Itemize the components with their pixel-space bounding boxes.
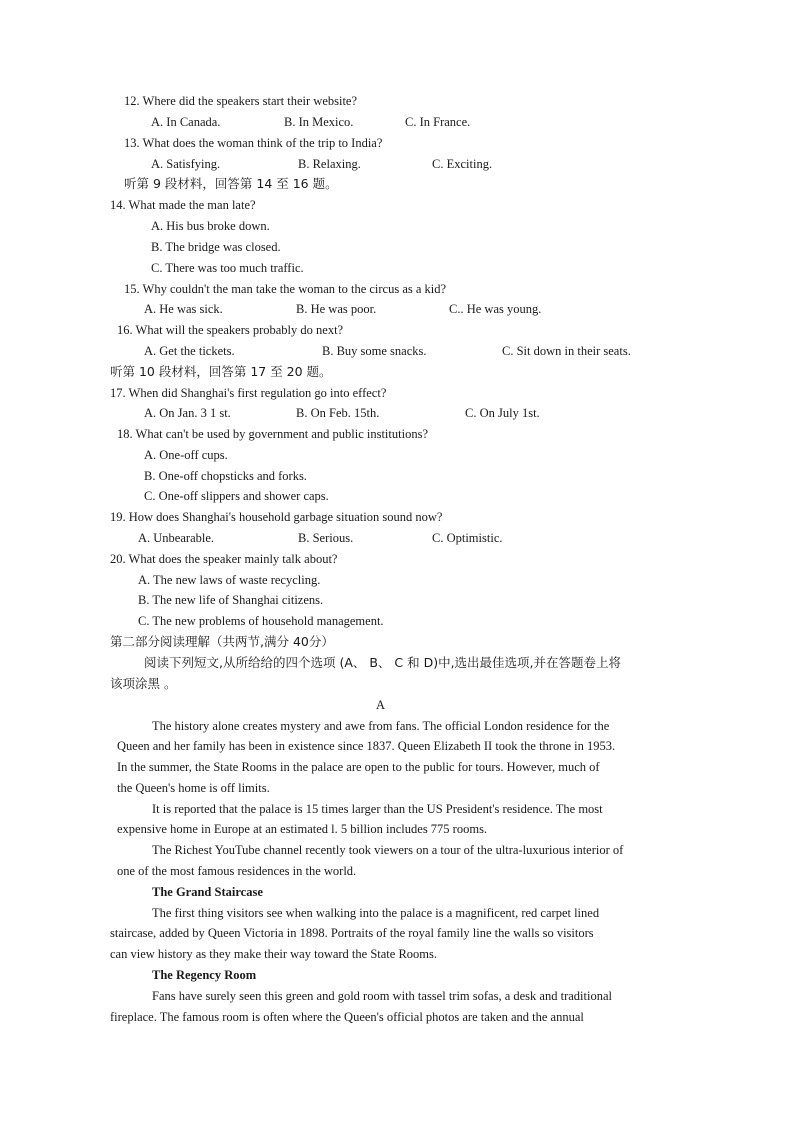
option-19b: B. Serious. (298, 531, 354, 545)
option-13c: C. Exciting. (432, 157, 493, 171)
option-13a: A. Satisfying. (151, 157, 221, 171)
passage-line: Queen and her family has been in existence since 1837. Queen Elizabeth II took the throne in 1953. (117, 739, 616, 753)
option-17a: A. On Jan. 3 1 st. (144, 406, 231, 420)
passage-line: one of the most famous residences in the world. (117, 864, 357, 878)
option-15c: C.. He was young. (449, 302, 542, 316)
part-2-heading: 第二部分阅读理解（共两节,满分 40分） (110, 634, 334, 649)
passage-line: expensive home in Europe at an estimated l. 5 billion includes 775 rooms. (117, 822, 488, 836)
option-20b: B. The new life of Shanghai citizens. (138, 593, 324, 607)
option-16b: B. Buy some snacks. (322, 344, 427, 358)
option-18b: B. One-off chopsticks and forks. (144, 469, 307, 483)
question-20: 20. What does the speaker mainly talk about? (110, 552, 338, 566)
option-17c: C. On July 1st. (465, 406, 540, 420)
section-heading: The Grand Staircase (152, 885, 263, 899)
passage-line: can view history as they make their way toward the State Rooms. (110, 947, 438, 961)
option-19c: C. Optimistic. (432, 531, 503, 545)
option-15a: A. He was sick. (144, 302, 223, 316)
section-heading: The Regency Room (152, 968, 257, 982)
passage-line: The history alone creates mystery and awe from fans. The official London residence for the (152, 719, 610, 733)
option-18a: A. One-off cups. (144, 448, 228, 462)
passage-line: fireplace. The famous room is often where the Queen's official photos are taken and the annual (110, 1010, 584, 1024)
question-18: 18. What can't be used by government and public institutions? (117, 427, 428, 441)
option-12b: B. In Mexico. (284, 115, 354, 129)
passage-line: staircase, added by Queen Victoria in 1898. Portraits of the royal family line the walls so visitors (110, 926, 594, 940)
passage-line: the Queen's home is off limits. (117, 781, 270, 795)
question-12: 12. Where did the speakers start their website? (124, 94, 358, 108)
option-16a: A. Get the tickets. (144, 344, 235, 358)
option-15b: B. He was poor. (296, 302, 377, 316)
option-14c: C. There was too much traffic. (151, 261, 304, 275)
option-12a: A. In Canada. (151, 115, 221, 129)
option-12c: C. In France. (405, 115, 471, 129)
passage-line: It is reported that the palace is 15 times larger than the US President's residence. The most (152, 802, 603, 816)
question-14: 14. What made the man late? (110, 198, 256, 212)
question-15: 15. Why couldn't the man take the woman to the circus as a kid? (124, 282, 447, 296)
option-14a: A. His bus broke down. (151, 219, 270, 233)
passage-line: Fans have surely seen this green and gold room with tassel trim sofas, a desk and traditional (152, 989, 612, 1003)
option-20a: A. The new laws of waste recycling. (138, 573, 321, 587)
question-17: 17. When did Shanghai's first regulation go into effect? (110, 386, 387, 400)
section-9-instruction: 听第 9 段材料，回答第 14 至 16 题。 (124, 176, 338, 191)
option-20c: C. The new problems of household management. (138, 614, 384, 628)
instruction-line-1: 阅读下列短文,从所给给的四个选项 (A、 B、 C 和 D)中,选出最佳选项,并在答题卷上将 (144, 655, 622, 670)
passage-line: In the summer, the State Rooms in the palace are open to the public for tours. However, much of (117, 760, 600, 774)
option-19a: A. Unbearable. (138, 531, 215, 545)
question-16: 16. What will the speakers probably do next? (117, 323, 344, 337)
option-17b: B. On Feb. 15th. (296, 406, 380, 420)
section-10-instruction: 听第 10 段材料，回答第 17 至 20 题。 (110, 364, 332, 379)
passage-line: The first thing visitors see when walking into the palace is a magnificent, red carpet lined (152, 906, 600, 920)
option-18c: C. One-off slippers and shower caps. (144, 489, 329, 503)
option-14b: B. The bridge was closed. (151, 240, 281, 254)
passage-line: The Richest YouTube channel recently took viewers on a tour of the ultra-luxurious interior of (152, 843, 624, 857)
passage-label: A (376, 698, 386, 712)
question-13: 13. What does the woman think of the trip to India? (124, 136, 383, 150)
question-19: 19. How does Shanghai's household garbage situation sound now? (110, 510, 443, 524)
option-16c: C. Sit down in their seats. (502, 344, 631, 358)
instruction-line-2: 该项涂黑 。 (110, 676, 177, 691)
option-13b: B. Relaxing. (298, 157, 361, 171)
